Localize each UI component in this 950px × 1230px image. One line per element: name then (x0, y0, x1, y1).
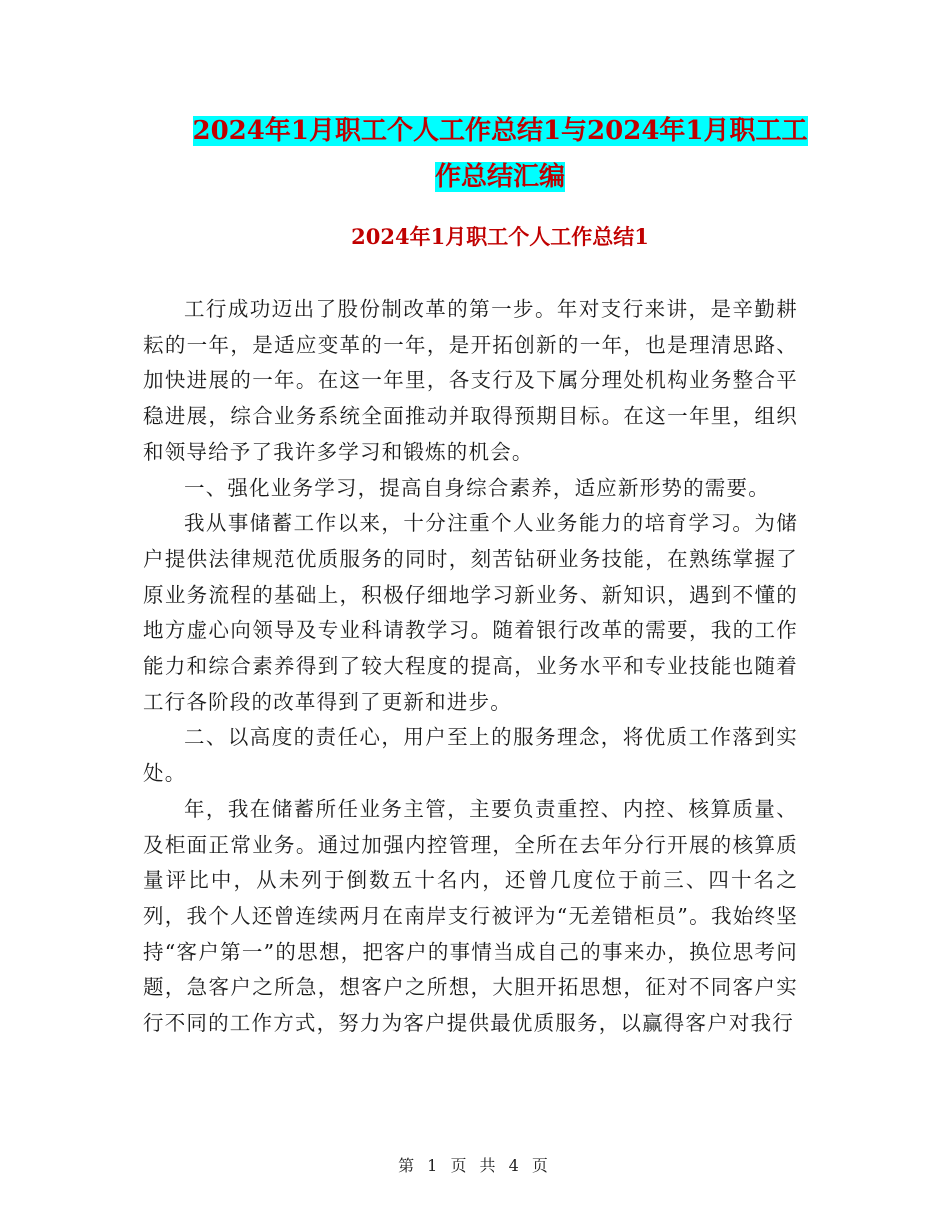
paragraph: 一、强化业务学习，提高自身综合素养，适应新形势的需要。 (184, 475, 770, 500)
document-body (143, 292, 798, 1042)
document-title-line2: 作总结汇编 (434, 162, 565, 192)
paragraph: 我从事储蓄工作以来，十分注重个人业务能力的培育学习。为储户提供法律规范优质服务的同时，刻苦钻研业务技能，在熟练掌握了原业务流程的基础上，积极仔细地学习新业务、新知识，遇到不懂的地方虚心向领导及专业科请教学习。随着银行改革的需要，我的工作能力和综合素养得到了较大程度的提高，业务水平和专业技能也随着工行各阶段的改革得到了更新和进步。 (143, 511, 798, 714)
document-title-line1: 2024年1月职工个人工作总结1与2024年1月职工工 (192, 116, 808, 146)
page-footer: 第 1 页 共 4 页 (398, 1156, 552, 1175)
document-title (140, 108, 860, 200)
paragraph: 二、以高度的责任心，用户至上的服务理念，将优质工作落到实处。 (143, 725, 798, 786)
paragraph: 年，我在储蓄所任业务主管，主要负责重控、内控、核算质量、及柜面正常业务。通过加强内控管理，全所在去年分行开展的核算质量评比中，从未列于倒数五十名内，还曾几度位于前三、四十名之列，我个人还曾连续两月在南岸支行被评为“无差错柜员”。我始终坚持“客户第一”的思想，把客户的事情当成自己的事来办，换位思考问题，急客户之所急，想客户之所想，大胆开拓思想，征对不同客户实行不同的工作方式，努力为客户提供最优质服务，以赢得客户对我行 (143, 796, 798, 1036)
section-title: 2024年1月职工个人工作总结1 (351, 224, 649, 249)
paragraph: 工行成功迈出了股份制改革的第一步。年对支行来讲，是辛勤耕耘的一年，是适应变革的一年，是开拓创新的一年，也是理清思路、加快进展的一年。在这一年里，各支行及下属分理处机构业务整合平稳进展，综合业务系统全面推动并取得预期目标。在这一年里，组织和领导给予了我许多学习和锻炼的机会。 (143, 297, 798, 464)
